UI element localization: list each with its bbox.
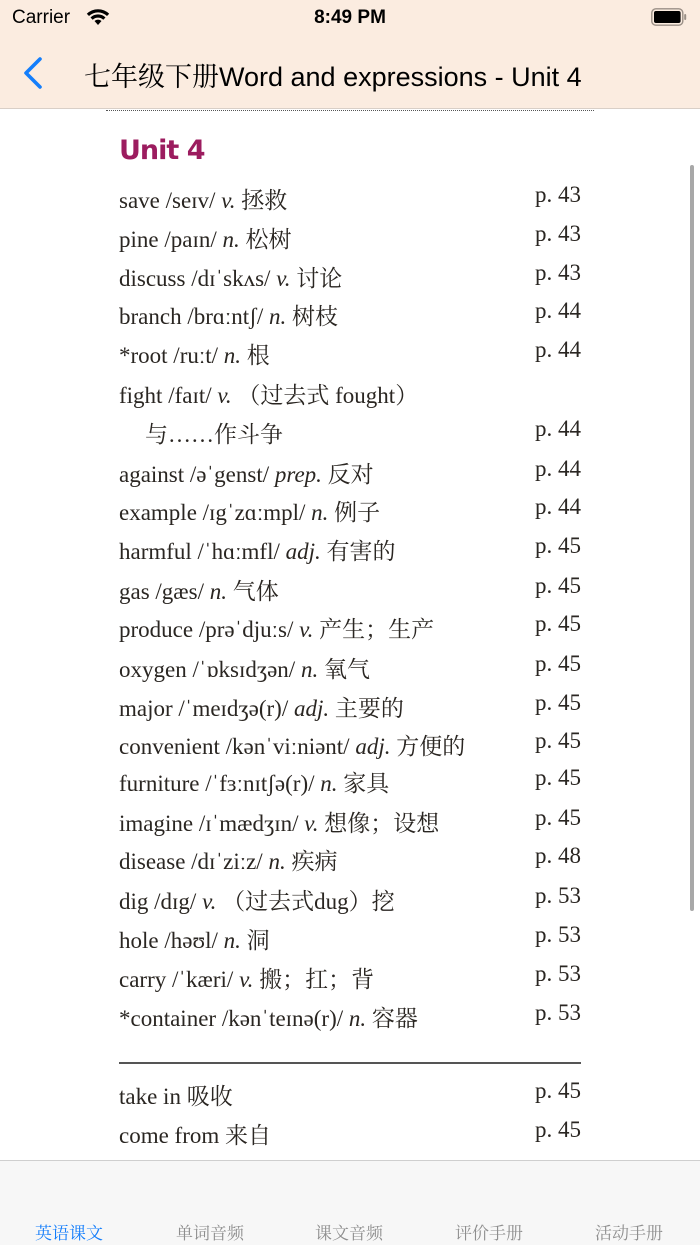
- page-reference: p. 45: [535, 611, 581, 636]
- word-headword: pine /paɪn/: [119, 227, 223, 252]
- page-reference: p. 45: [535, 533, 581, 558]
- word-text: [119, 298, 338, 331]
- word-meaning: 根: [241, 343, 270, 368]
- word-headword: oxygen /ˈɒksɪdʒən/: [119, 657, 301, 682]
- word-text: [119, 573, 279, 606]
- document-viewer[interactable]: [0, 109, 700, 1160]
- part-of-speech: n.: [268, 304, 287, 329]
- word-text: [119, 843, 337, 876]
- word-headword: hole /həʊl/: [119, 928, 224, 953]
- word-text: [119, 728, 465, 761]
- header: [0, 0, 700, 109]
- word-text: [119, 805, 439, 838]
- page-reference: p. 45: [535, 1078, 581, 1103]
- page-reference: p. 45: [535, 765, 581, 790]
- word-meaning: 树枝: [286, 304, 338, 329]
- part-of-speech: v.: [202, 889, 217, 914]
- word-meaning: 有害的: [320, 539, 396, 564]
- word-text: [119, 221, 291, 254]
- word-meaning: 容器: [366, 1006, 418, 1031]
- word-meaning: 搬；扛；背: [253, 967, 375, 992]
- page-reference: p. 45: [535, 690, 581, 715]
- word-meaning: （过去式dug）挖: [216, 889, 395, 914]
- page-reference: p. 43: [535, 221, 581, 246]
- part-of-speech: v.: [239, 967, 254, 992]
- page-reference: p. 53: [535, 883, 581, 908]
- page-reference: p. 53: [535, 922, 581, 947]
- word-meaning: 主要的: [329, 696, 404, 721]
- word-meaning: 拯救: [235, 188, 288, 213]
- word-text: [119, 377, 418, 410]
- word-headword: save /seɪv/: [119, 188, 222, 213]
- word-headword: gas /gæs/: [119, 579, 210, 604]
- word-text: [119, 1000, 418, 1033]
- word-text: [119, 883, 395, 916]
- word-headword: major /ˈmeɪdʒə(r)/: [119, 696, 294, 721]
- word-headword: example /ɪgˈzɑːmpl/: [119, 500, 312, 525]
- part-of-speech: adj.: [293, 696, 330, 721]
- vertical-scrollbar[interactable]: [690, 165, 694, 911]
- tab-label: 英语课文: [35, 1224, 103, 1243]
- expression-text: take in 吸收: [119, 1084, 233, 1109]
- word-meaning: 产生；生产: [313, 617, 435, 642]
- page-reference: p. 45: [535, 728, 581, 753]
- part-of-speech: n.: [311, 500, 329, 525]
- part-of-speech: adj.: [285, 539, 321, 564]
- word-headword: against /əˈgenst/: [119, 462, 275, 487]
- part-of-speech: adj.: [355, 734, 391, 759]
- page-reference: p. 45: [535, 573, 581, 598]
- page-top-dotted-divider: [106, 110, 594, 111]
- word-headword: *root /ruːt/: [119, 343, 224, 368]
- word-meaning: 想像；设想: [318, 811, 440, 836]
- part-of-speech: n.: [209, 579, 227, 604]
- part-of-speech: v.: [276, 266, 291, 291]
- tab-label: 单词音频: [176, 1224, 244, 1243]
- word-meaning: 与……作斗争: [145, 422, 283, 447]
- part-of-speech: v.: [217, 383, 232, 408]
- carrier-label: Carrier: [12, 7, 71, 28]
- expression-text: come from 来自: [119, 1123, 272, 1148]
- page-reference: p. 44: [535, 494, 581, 519]
- word-meaning: 疾病: [285, 849, 338, 874]
- word-headword: fight /faɪt/: [119, 383, 218, 408]
- tab-word-audio[interactable]: [155, 1219, 265, 1244]
- tab-label: 课文音频: [315, 1224, 383, 1243]
- word-text: [119, 533, 396, 566]
- page-reference: p. 45: [535, 651, 581, 676]
- tab-evaluation-book[interactable]: [434, 1219, 544, 1244]
- word-meaning: 松树: [239, 227, 292, 252]
- word-headword: branch /brɑːntʃ/: [119, 304, 269, 329]
- page-reference: p. 44: [535, 298, 581, 323]
- word-meaning: （过去式 fought）: [231, 383, 419, 408]
- word-text: [119, 651, 370, 684]
- word-headword: disease /dɪˈziːz/: [119, 849, 269, 874]
- word-headword: discuss /dɪˈskʌs/: [119, 266, 277, 291]
- section-divider: [119, 1062, 581, 1064]
- navigation-bar: [0, 44, 700, 100]
- word-headword: produce /prəˈdjuːs/: [119, 617, 300, 642]
- part-of-speech: n.: [223, 343, 242, 368]
- word-meaning: 方便的: [390, 734, 466, 759]
- word-meaning: 讨论: [290, 266, 343, 291]
- word-text: [119, 182, 287, 215]
- back-button[interactable]: [14, 50, 54, 94]
- part-of-speech: n.: [300, 657, 319, 682]
- page-title: 七年级下册Word and expressions - Unit 4: [84, 62, 582, 92]
- word-meaning: 例子: [328, 500, 381, 525]
- word-text: [119, 690, 404, 723]
- page-reference: p. 53: [535, 961, 581, 986]
- word-headword: convenient /kənˈviːniənt/: [119, 734, 356, 759]
- battery-icon: [651, 8, 687, 26]
- part-of-speech: n.: [223, 928, 241, 953]
- page-reference: p. 45: [535, 805, 581, 830]
- page-reference: p. 45: [535, 1117, 581, 1142]
- word-text: [119, 416, 283, 449]
- word-text: [119, 922, 270, 955]
- word-meaning: 家具: [337, 771, 390, 796]
- word-meaning: 氧气: [318, 657, 370, 682]
- word-meaning: 反对: [321, 462, 374, 487]
- part-of-speech: v.: [299, 617, 314, 642]
- page-reference: p. 43: [535, 260, 581, 285]
- word-meaning: 气体: [226, 579, 279, 604]
- word-text: [119, 765, 389, 798]
- page-reference: p. 53: [535, 1000, 581, 1025]
- word-text: [119, 260, 342, 293]
- word-headword: furniture /ˈfɜːnɪtʃə(r)/: [119, 771, 321, 796]
- tab-text-audio[interactable]: [294, 1219, 404, 1244]
- page-reference: p. 43: [535, 182, 581, 207]
- word-headword: dig /dɪg/: [119, 889, 203, 914]
- word-text: [119, 611, 434, 644]
- word-text: [119, 961, 374, 994]
- word-headword: harmful /ˈhɑːmfl/: [119, 539, 286, 564]
- tab-english-text[interactable]: [14, 1219, 124, 1244]
- part-of-speech: n.: [348, 1006, 367, 1031]
- chevron-left-icon: [14, 50, 54, 94]
- tab-label: 活动手册: [595, 1224, 663, 1243]
- word-text: [119, 494, 380, 527]
- word-text: [119, 337, 270, 370]
- clock: 8:49 PM: [314, 7, 386, 28]
- word-meaning: 洞: [240, 928, 270, 953]
- part-of-speech: prep.: [274, 462, 322, 487]
- word-headword: carry /ˈkæri/: [119, 967, 240, 992]
- page-reference: p. 44: [535, 416, 581, 441]
- word-headword: *container /kənˈteɪnə(r)/: [119, 1006, 349, 1031]
- part-of-speech: v.: [221, 188, 236, 213]
- tab-activity-book[interactable]: [574, 1219, 684, 1244]
- word-text: [119, 456, 374, 489]
- tab-label: 评价手册: [455, 1224, 523, 1243]
- page-reference: p. 44: [535, 456, 581, 481]
- part-of-speech: n.: [268, 849, 286, 874]
- status-bar: [0, 0, 700, 36]
- page-reference: p. 48: [535, 843, 581, 868]
- unit-heading: Unit 4: [119, 135, 205, 166]
- page-reference: p. 44: [535, 337, 581, 362]
- part-of-speech: v.: [304, 811, 319, 836]
- word-headword: imagine /ɪˈmædʒɪn/: [119, 811, 305, 836]
- part-of-speech: n.: [320, 771, 338, 796]
- part-of-speech: n.: [222, 227, 240, 252]
- tab-bar: [0, 1160, 700, 1245]
